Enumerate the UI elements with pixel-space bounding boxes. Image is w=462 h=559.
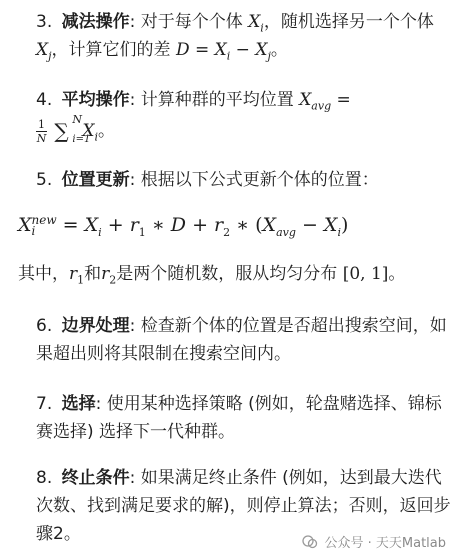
math-xi: $X_i$ — [248, 12, 264, 35]
step-number: 6. — [36, 316, 53, 336]
step-text: : 计算种群的平均位置 — [129, 90, 300, 110]
step-heading: 减法操作 — [61, 12, 130, 32]
step-number: 5. — [36, 170, 53, 190]
random-numbers-note: 其中，$r_1$和$r_2$是两个随机数，服从均匀分布 [0, 1]。 — [18, 264, 406, 287]
math-interval: [0, 1] — [342, 264, 389, 284]
step-text: : 对于每个个体 — [129, 12, 249, 32]
step-7 — [36, 390, 454, 446]
math-sum: ∑ N i=1 — [54, 113, 91, 145]
step-heading: 平均操作 — [61, 90, 130, 110]
math-difference: $D = X_i - X_j$ — [175, 40, 271, 63]
step-heading: 边界处理 — [61, 316, 130, 336]
step-text: 。 — [270, 40, 288, 60]
step-3 — [36, 8, 454, 64]
watermark — [302, 532, 446, 551]
step-heading: 选择 — [61, 394, 96, 414]
step-5 — [36, 166, 454, 194]
math-r1: $r_1$ — [69, 264, 85, 287]
step-number: 8. — [36, 468, 53, 488]
step-6 — [36, 312, 454, 368]
watermark-text: 公众号 · 天天Matlab — [324, 536, 446, 551]
step-number: 7. — [36, 394, 53, 414]
math-fraction: $\frac{1}{N}$ — [36, 117, 47, 145]
step-number: 3. — [36, 12, 53, 32]
step-text: ，随机选择另一个个体 — [263, 12, 434, 32]
step-4 — [36, 86, 454, 148]
step-text: 。 — [98, 121, 116, 141]
step-text: : 如果满足终止条件 (例如，达到最大迭代次数、找到满足要求的解)，则停止算法；否则，返回步骤2。 — [36, 468, 451, 544]
math-xi: $X_i$ — [82, 121, 99, 144]
update-formula: X new i = $X_i + r_1$ ∗ $D + r_2$ ∗ $(X_{avg} - X_i)$ — [18, 213, 349, 239]
step-text: ，计算它们的差 — [51, 40, 176, 60]
step-text: : 使用某种选择策略 (例如，轮盘赌选择、锦标赛选择) 选择下一代种群。 — [36, 394, 442, 442]
step-text: : 根据以下公式更新个体的位置： — [129, 170, 379, 190]
step-text: : 检查新个体的位置是否超出搜索空间，如果超出则将其限制在搜索空间内。 — [36, 316, 447, 364]
math-xavg: $X_{avg}$ = — [299, 90, 351, 113]
math-xj: $X_j$ — [36, 40, 52, 63]
step-heading: 终止条件 — [61, 468, 130, 488]
wechat-icon — [302, 534, 318, 550]
math-r2: $r_2$ — [101, 264, 117, 287]
step-heading: 位置更新 — [61, 170, 130, 190]
step-number: 4. — [36, 90, 53, 110]
